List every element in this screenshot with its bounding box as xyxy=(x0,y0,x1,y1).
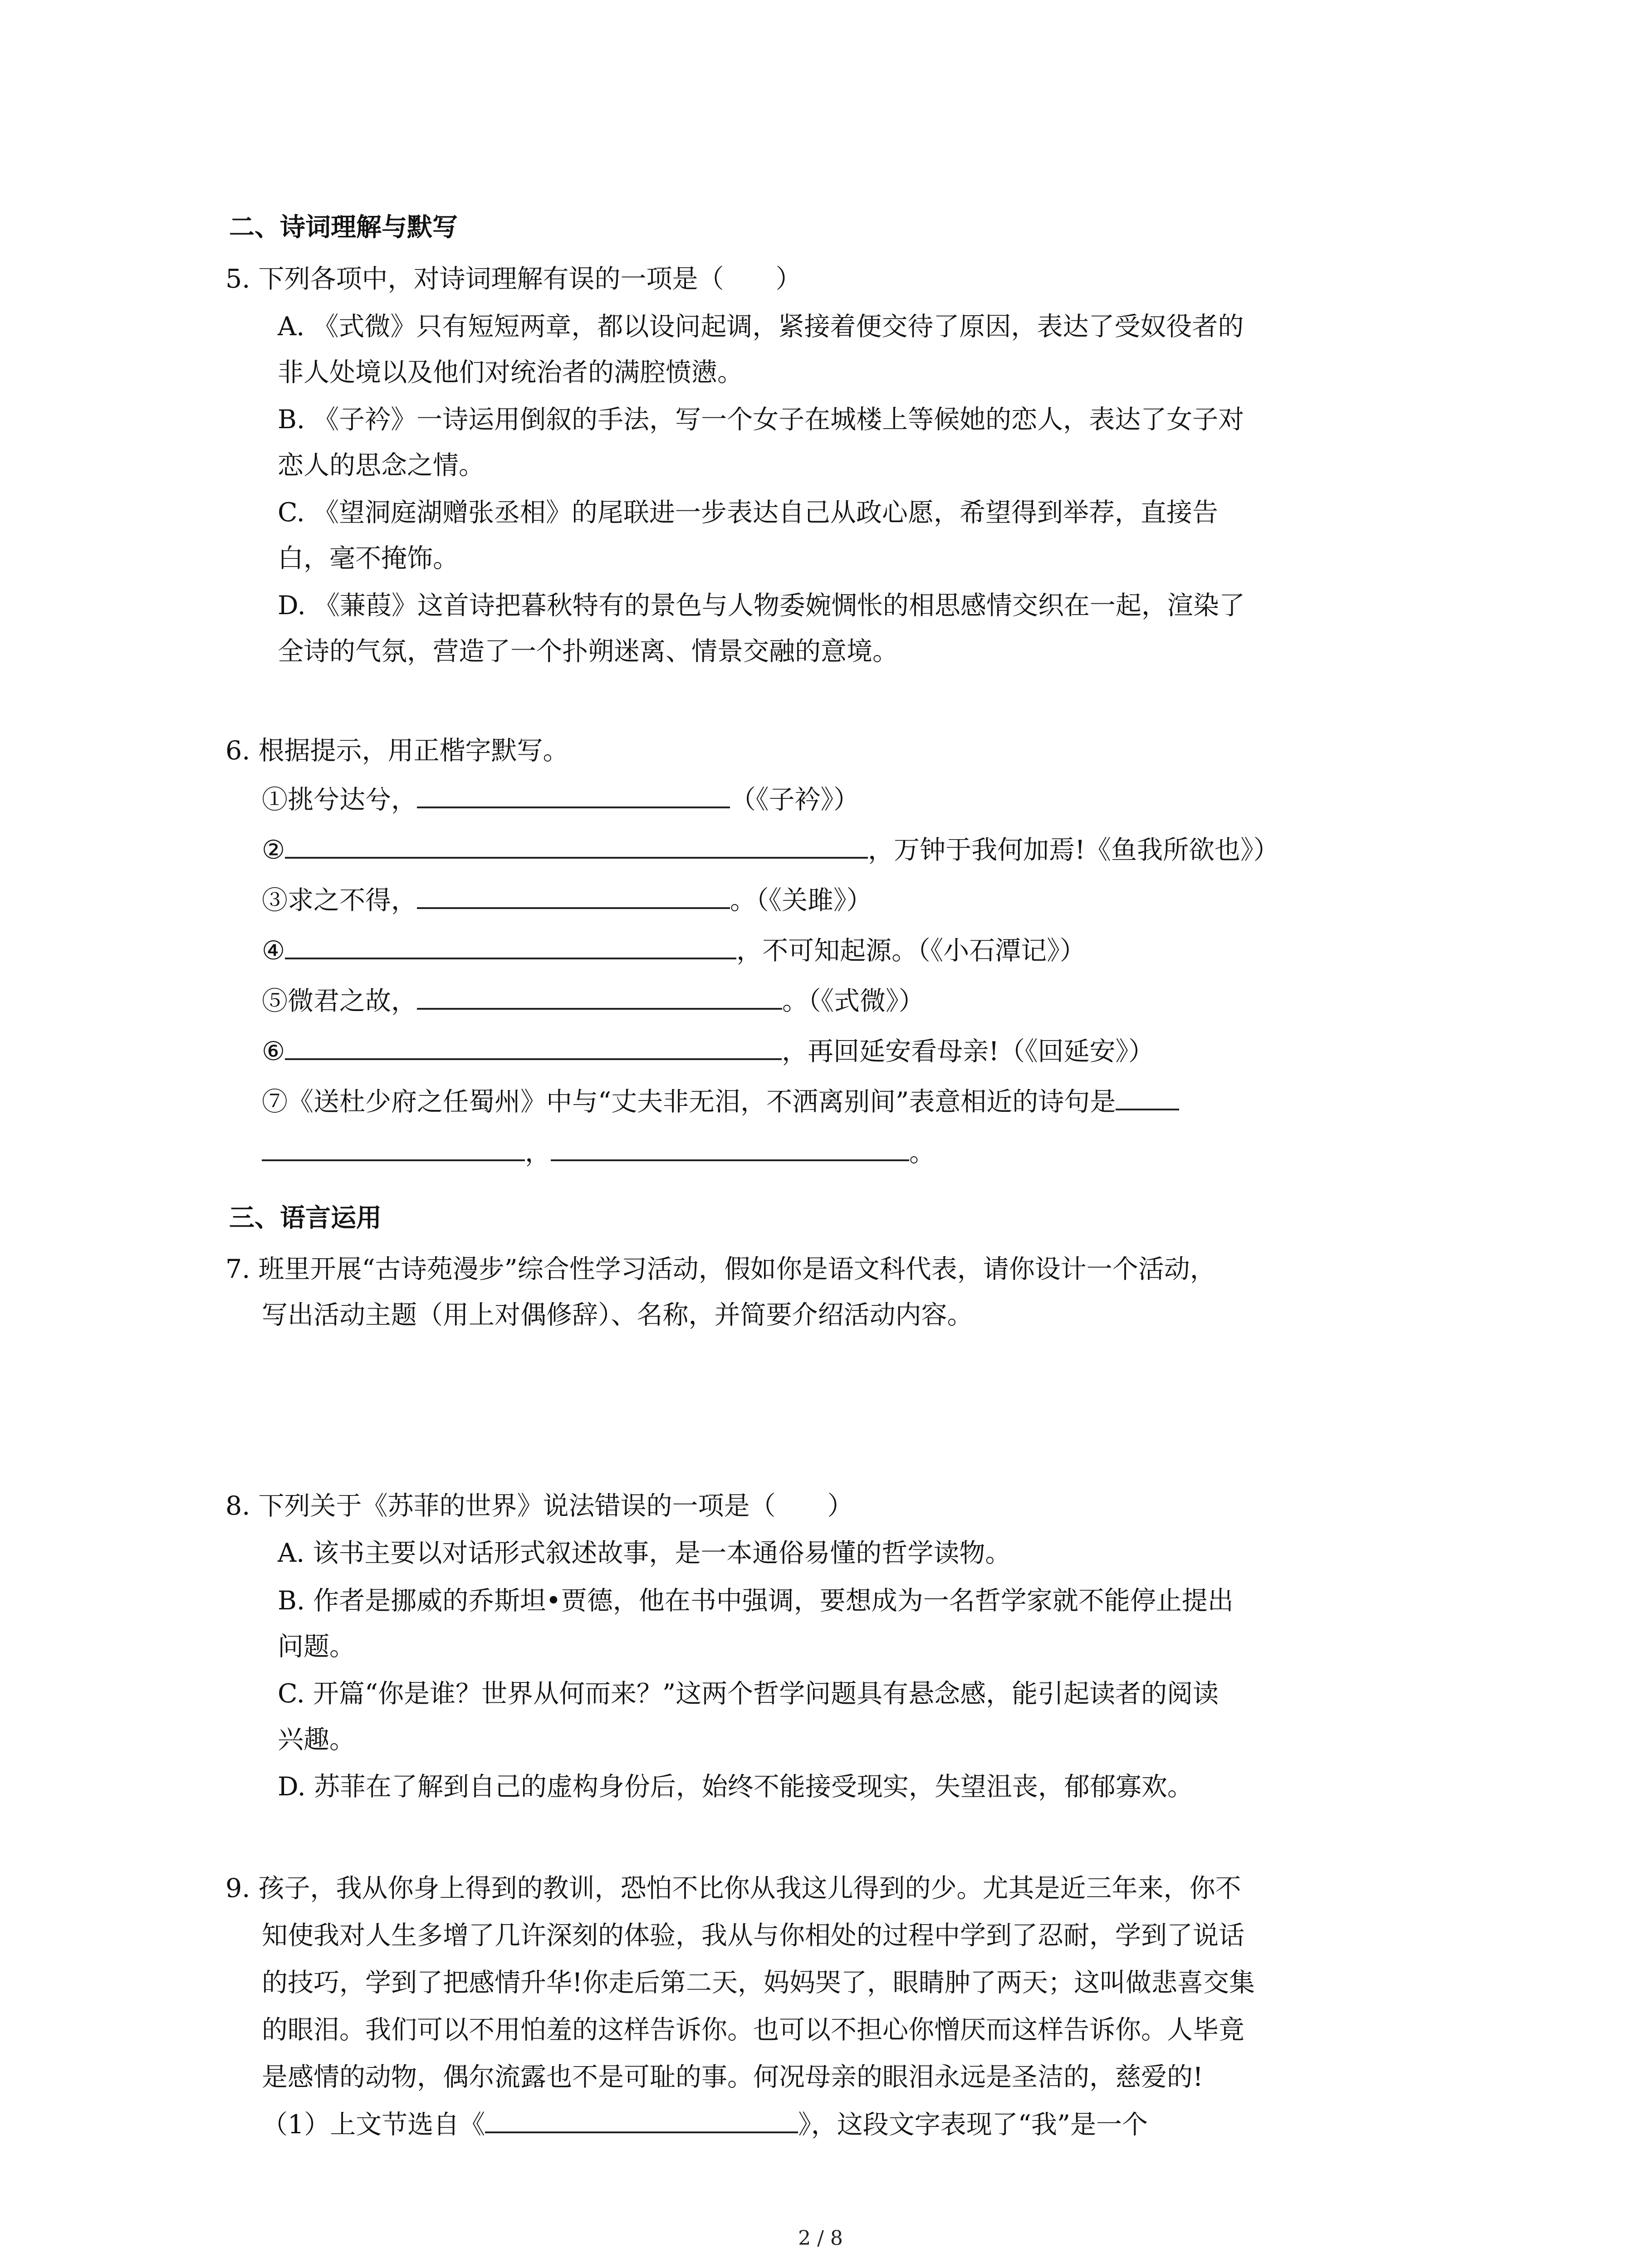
q8-stem: 8. 下列关于《苏菲的世界》说法错误的一项是（ ） xyxy=(225,1491,853,1521)
q6-item-3-source: 。（《关雎》） xyxy=(730,885,872,915)
q6-item-6-source: ，再回延安看母亲!（《回延安》） xyxy=(782,1036,1155,1066)
q6-item-7-period: 。 xyxy=(909,1138,935,1168)
q8-option-b-line2: 问题。 xyxy=(278,1632,355,1662)
q8-option-b-line1: B. 作者是挪威的乔斯坦•贾德，他在书中强调，要想成为一名哲学家就不能停止提出 xyxy=(278,1586,1234,1616)
q6-item-6-blank[interactable] xyxy=(285,1033,782,1060)
q6-item-7 xyxy=(262,1083,1179,1120)
q6-item-1-blank[interactable] xyxy=(417,781,730,808)
q5-option-b-line1: B. 《子衿》一诗运用倒叙的手法，写一个女子在城楼上等候她的恋人，表达了女子对 xyxy=(278,405,1244,435)
section-heading-language: 三、语言运用 xyxy=(229,1203,382,1233)
q6-item-1-source: （《子衿》） xyxy=(730,785,859,815)
q6-item-3-blank[interactable] xyxy=(417,882,730,909)
q9-sub1-blank[interactable] xyxy=(485,2106,798,2133)
q6-item-7-blank-1b[interactable] xyxy=(262,1134,525,1161)
q5-option-b-line2: 恋人的思念之情。 xyxy=(278,450,485,480)
q8-option-a: A. 该书主要以对话形式叙述故事，是一本通俗易懂的哲学读物。 xyxy=(278,1538,1011,1568)
q9-passage-line4: 的眼泪。我们可以不用怕羞的这样告诉你。也可以不担心你憎厌而这样告诉你。人毕竟 xyxy=(262,2015,1244,2045)
q6-item-4 xyxy=(262,932,1086,969)
q6-item-4-prompt: ④ xyxy=(262,936,285,966)
q9-passage-line3: 的技巧，学到了把感情升华!你走后第二天，妈妈哭了，眼睛肿了两天；这叫做悲喜交集 xyxy=(262,1968,1255,1998)
q6-item-1 xyxy=(262,781,859,818)
q9-passage-line2: 知使我对人生多增了几许深刻的体验，我从与你相处的过程中学到了忍耐，学到了说话 xyxy=(262,1921,1244,1950)
q6-item-5-source: 。（《式微》） xyxy=(782,986,925,1016)
q5-option-c-line1: C. 《望洞庭湖赠张丞相》的尾联进一步表达自己从政心愿，希望得到举荐，直接告 xyxy=(278,498,1218,528)
q6-item-3-prompt: ③求之不得， xyxy=(262,885,417,915)
q8-option-c-line1: C. 开篇“你是谁？世界从何而来？”这两个哲学问题具有悬念感，能引起读者的阅读 xyxy=(278,1679,1219,1709)
q5-option-a-line1: A. 《式微》只有短短两章，都以设问起调，紧接着便交待了原因，表达了受奴役者的 xyxy=(278,312,1244,342)
q6-stem: 6. 根据提示，用正楷字默写。 xyxy=(225,736,569,766)
q6-item-5 xyxy=(262,982,925,1019)
q6-item-7-blank-1a[interactable] xyxy=(1116,1083,1179,1110)
q8-option-c-line2: 兴趣。 xyxy=(278,1725,355,1755)
q6-item-7-blank-2[interactable] xyxy=(551,1134,909,1161)
q9-sub1 xyxy=(262,2106,1148,2143)
q9-passage-line5: 是感情的动物，偶尔流露也不是可耻的事。何况母亲的眼泪永远是圣洁的，慈爱的! xyxy=(262,2062,1203,2092)
q5-option-d-line2: 全诗的气氛，营造了一个扑朔迷离、情景交融的意境。 xyxy=(278,636,898,666)
page-number: 2 / 8 xyxy=(798,2227,843,2250)
q6-item-3 xyxy=(262,882,872,919)
q5-option-a-line2: 非人处境以及他们对统治者的满腔愤懑。 xyxy=(278,357,743,387)
q6-item-2 xyxy=(262,831,1279,868)
q6-item-4-blank[interactable] xyxy=(285,932,736,959)
q6-item-7-comma: ， xyxy=(525,1138,551,1168)
q7-line1: 7. 班里开展“古诗苑漫步”综合性学习活动，假如你是语文科代表，请你设计一个活动， xyxy=(225,1254,1216,1284)
q6-item-5-blank[interactable] xyxy=(417,982,782,1010)
q6-item-7-prompt: ⑦《送杜少府之任蜀州》中与“丈夫非无泪，不洒离别间”表意相近的诗句是 xyxy=(262,1087,1116,1117)
section-heading-poetry: 二、诗词理解与默写 xyxy=(229,213,458,242)
q8-option-d: D. 苏菲在了解到自己的虚构身份后，始终不能接受现实，失望沮丧，郁郁寡欢。 xyxy=(278,1772,1193,1802)
q5-stem: 5. 下列各项中，对诗词理解有误的一项是（ ） xyxy=(225,264,802,294)
q6-item-6 xyxy=(262,1033,1154,1070)
q5-option-d-line1: D. 《蒹葭》这首诗把暮秋特有的景色与人物委婉惆怅的相思感情交织在一起，渲染了 xyxy=(278,591,1245,621)
q9-sub1-rest: 》，这段文字表现了“我”是一个 xyxy=(798,2110,1148,2140)
q9-sub1-prompt: （1）上文节选自《 xyxy=(262,2110,485,2140)
q9-passage-line1: 9. 孩子，我从你身上得到的教训，恐怕不比你从我这儿得到的少。尤其是近三年来，你不 xyxy=(225,1873,1241,1903)
q6-item-1-prompt: ①挑兮达兮， xyxy=(262,785,417,815)
q6-item-7-continued xyxy=(262,1134,935,1171)
q6-item-5-prompt: ⑤微君之故， xyxy=(262,986,417,1016)
q6-item-4-source: ，不可知起源。（《小石潭记》） xyxy=(736,936,1086,966)
q6-item-2-blank[interactable] xyxy=(285,831,868,859)
q6-item-2-source: ，万钟于我何加焉!《鱼我所欲也》） xyxy=(868,835,1279,865)
q7-line2: 写出活动主题（用上对偶修辞）、名称，并简要介绍活动内容。 xyxy=(262,1300,973,1330)
q6-item-6-prompt: ⑥ xyxy=(262,1036,285,1066)
q5-option-c-line2: 白，毫不掩饰。 xyxy=(278,543,459,573)
q6-item-2-prompt: ② xyxy=(262,835,285,865)
